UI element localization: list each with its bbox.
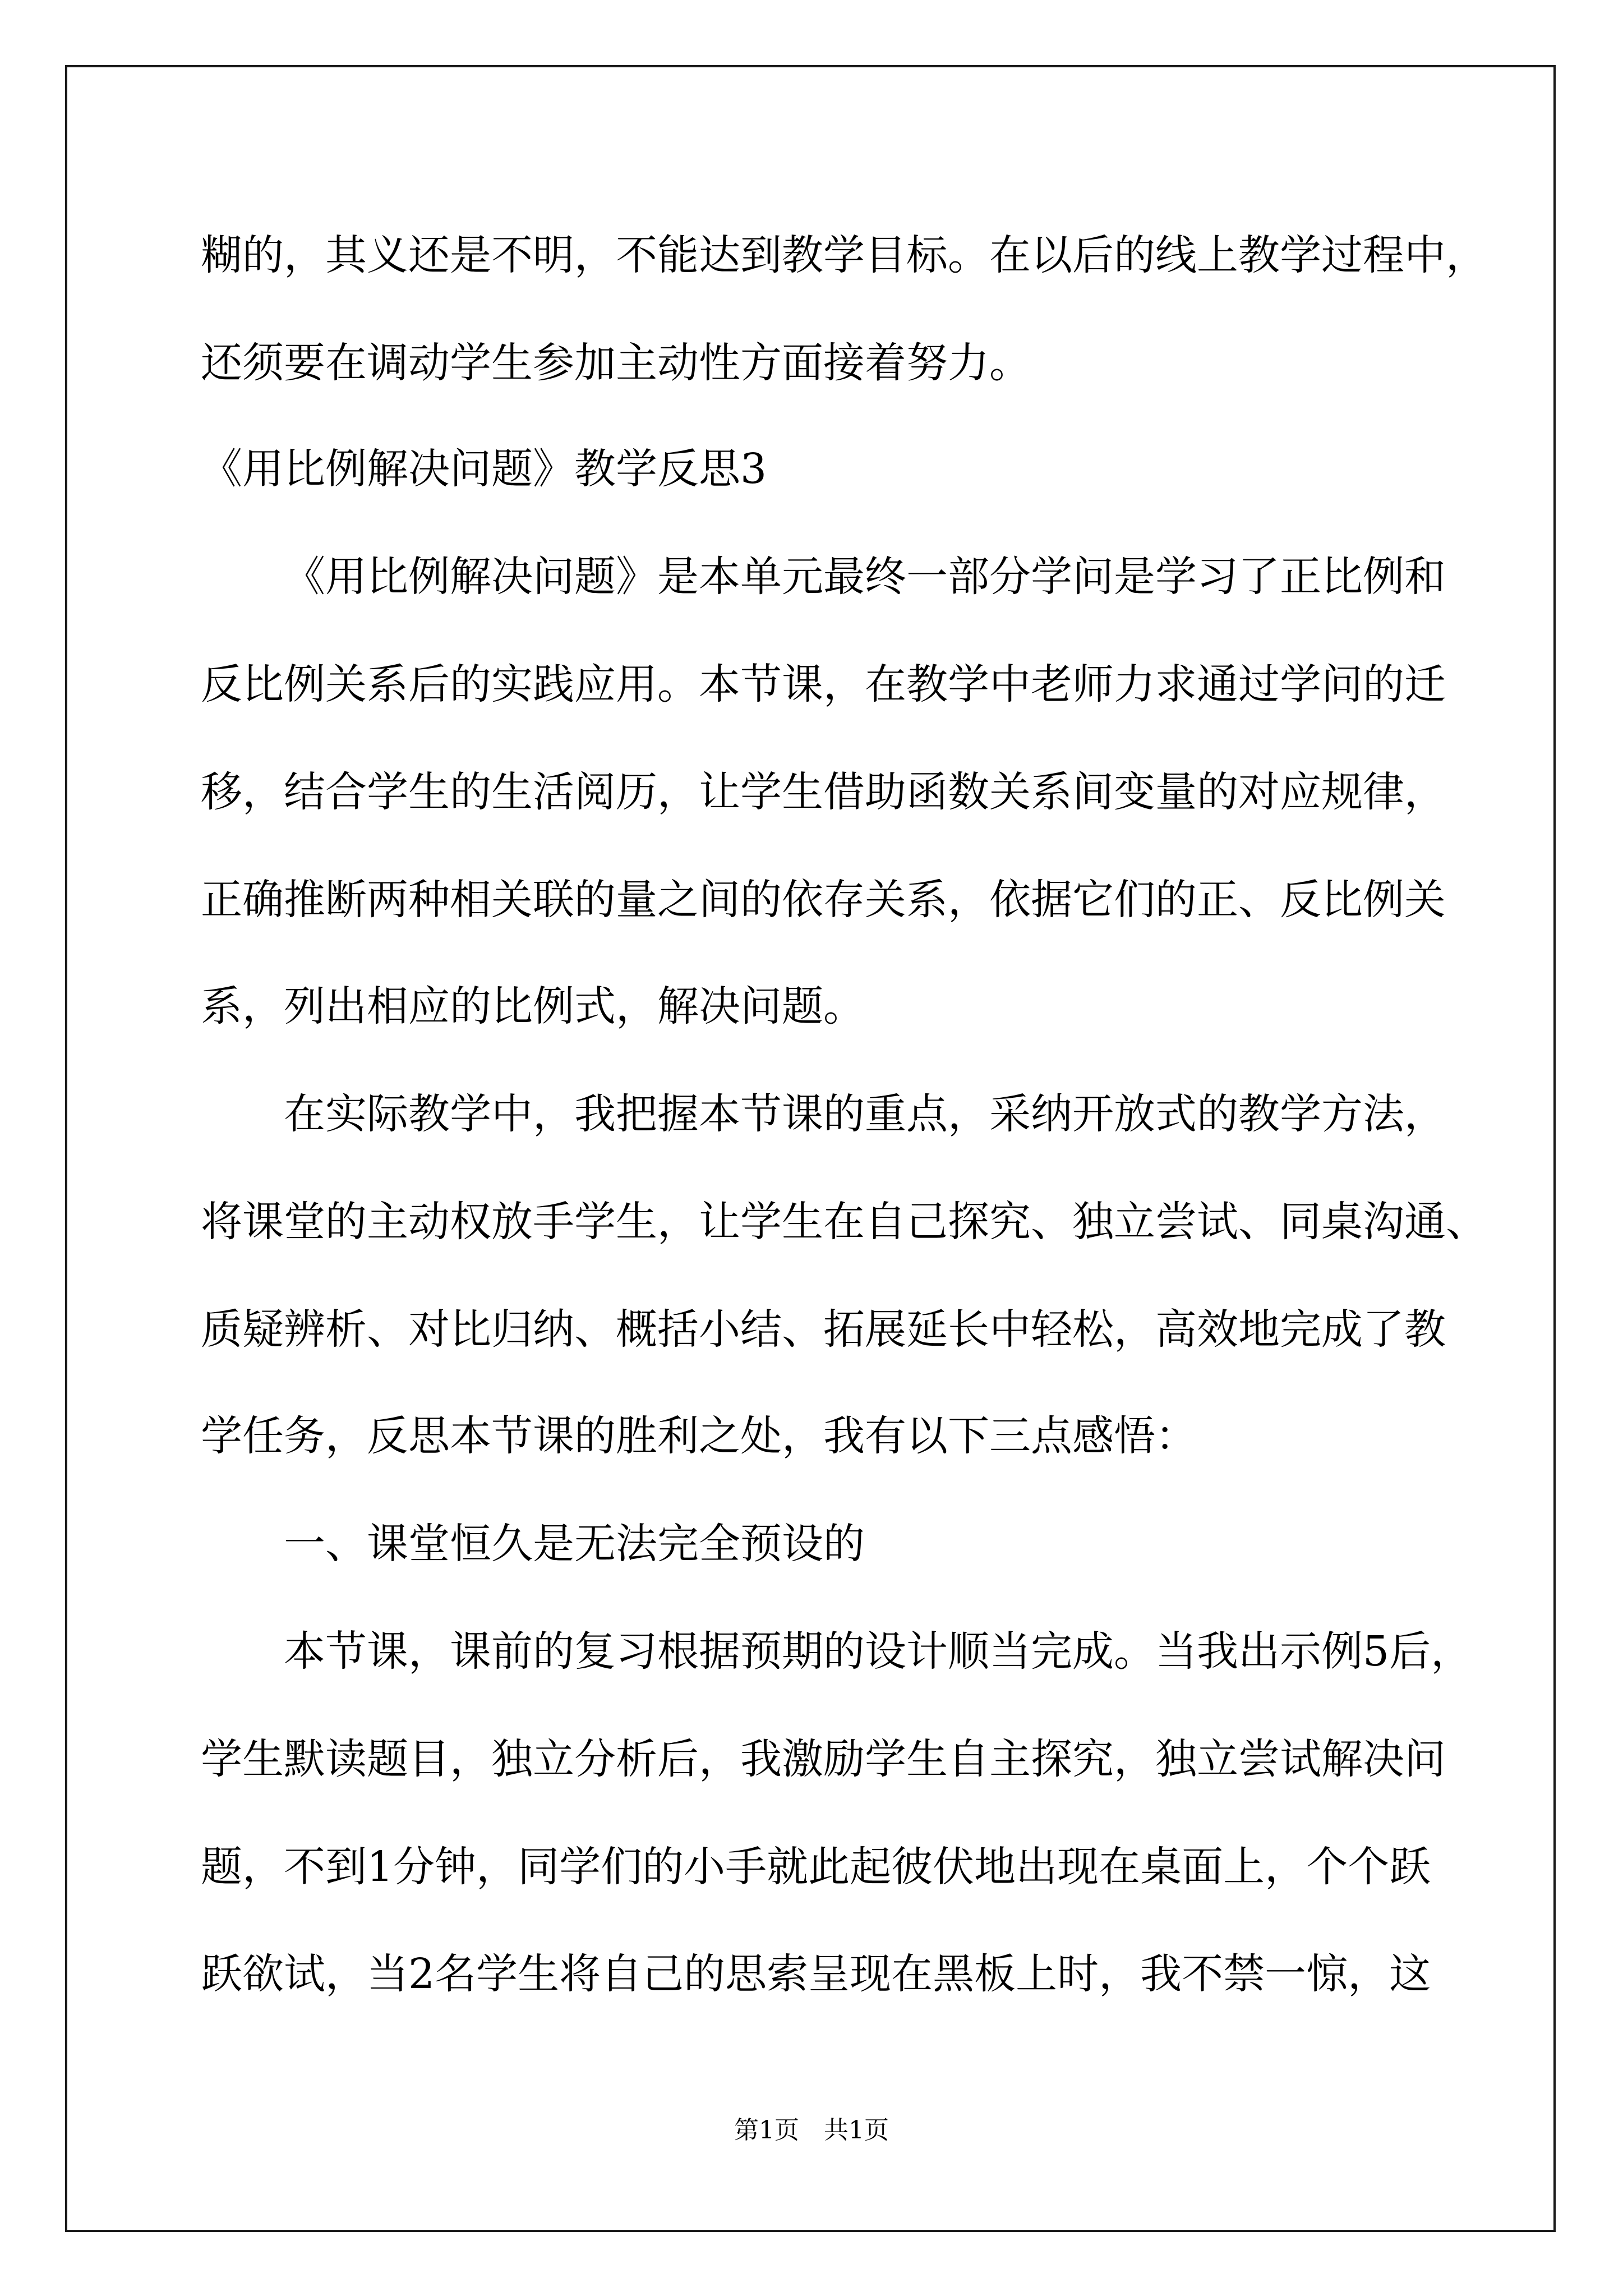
text-line: 学任务，反思本节课的胜利之处，我有以下三点感悟： [201, 1412, 1197, 1460]
text-line: 在实际教学中，我把握本节课的重点，采纳开放式的教学方法， [284, 1090, 1446, 1138]
text-line: 将课堂的主动权放手学生，让学生在自己探究、独立尝试、同桌沟通、 [201, 1198, 1487, 1246]
text-line: 题，不到1分钟，同学们的小手就此起彼伏地出现在桌面上，个个跃 [201, 1843, 1431, 1891]
text-line: 学生默读题目，独立分析后，我激励学生自主探究，独立尝试解决问 [201, 1735, 1446, 1783]
text-line: 还须要在调动学生参加主动性方面接着努力。 [201, 339, 1031, 387]
page-footer: 第1页 共1页 [734, 2116, 889, 2145]
page-border [65, 65, 1556, 2232]
text-line: 《用比例解决问题》是本单元最终一部分学问是学习了正比例和 [284, 553, 1446, 601]
text-line: 移，结合学生的生活阅历，让学生借助函数关系间变量的对应规律， [201, 768, 1446, 816]
subheading: 一、课堂恒久是无法完全预设的 [284, 1520, 865, 1568]
text-line: 糊的，其义还是不明，不能达到教学目标。在以后的线上教学过程中， [201, 231, 1487, 279]
section-heading: 《用比例解决问题》教学反思3 [201, 445, 767, 493]
text-line: 跃欲试，当2名学生将自己的思索呈现在黑板上时，我不禁一惊，这 [201, 1950, 1431, 1998]
text-line: 系，列出相应的比例式，解决问题。 [201, 982, 865, 1030]
text-line: 质疑辨析、对比归纳、概括小结、拓展延长中轻松，高效地完成了教 [201, 1305, 1446, 1354]
text-line: 正确推断两种相关联的量之间的依存关系，依据它们的正、反比例关 [201, 876, 1446, 924]
text-line: 本节课，课前的复习根据预期的设计顺当完成。当我出示例5后， [284, 1627, 1473, 1676]
text-line: 反比例关系后的实践应用。本节课，在教学中老师力求通过学问的迁 [201, 660, 1446, 708]
